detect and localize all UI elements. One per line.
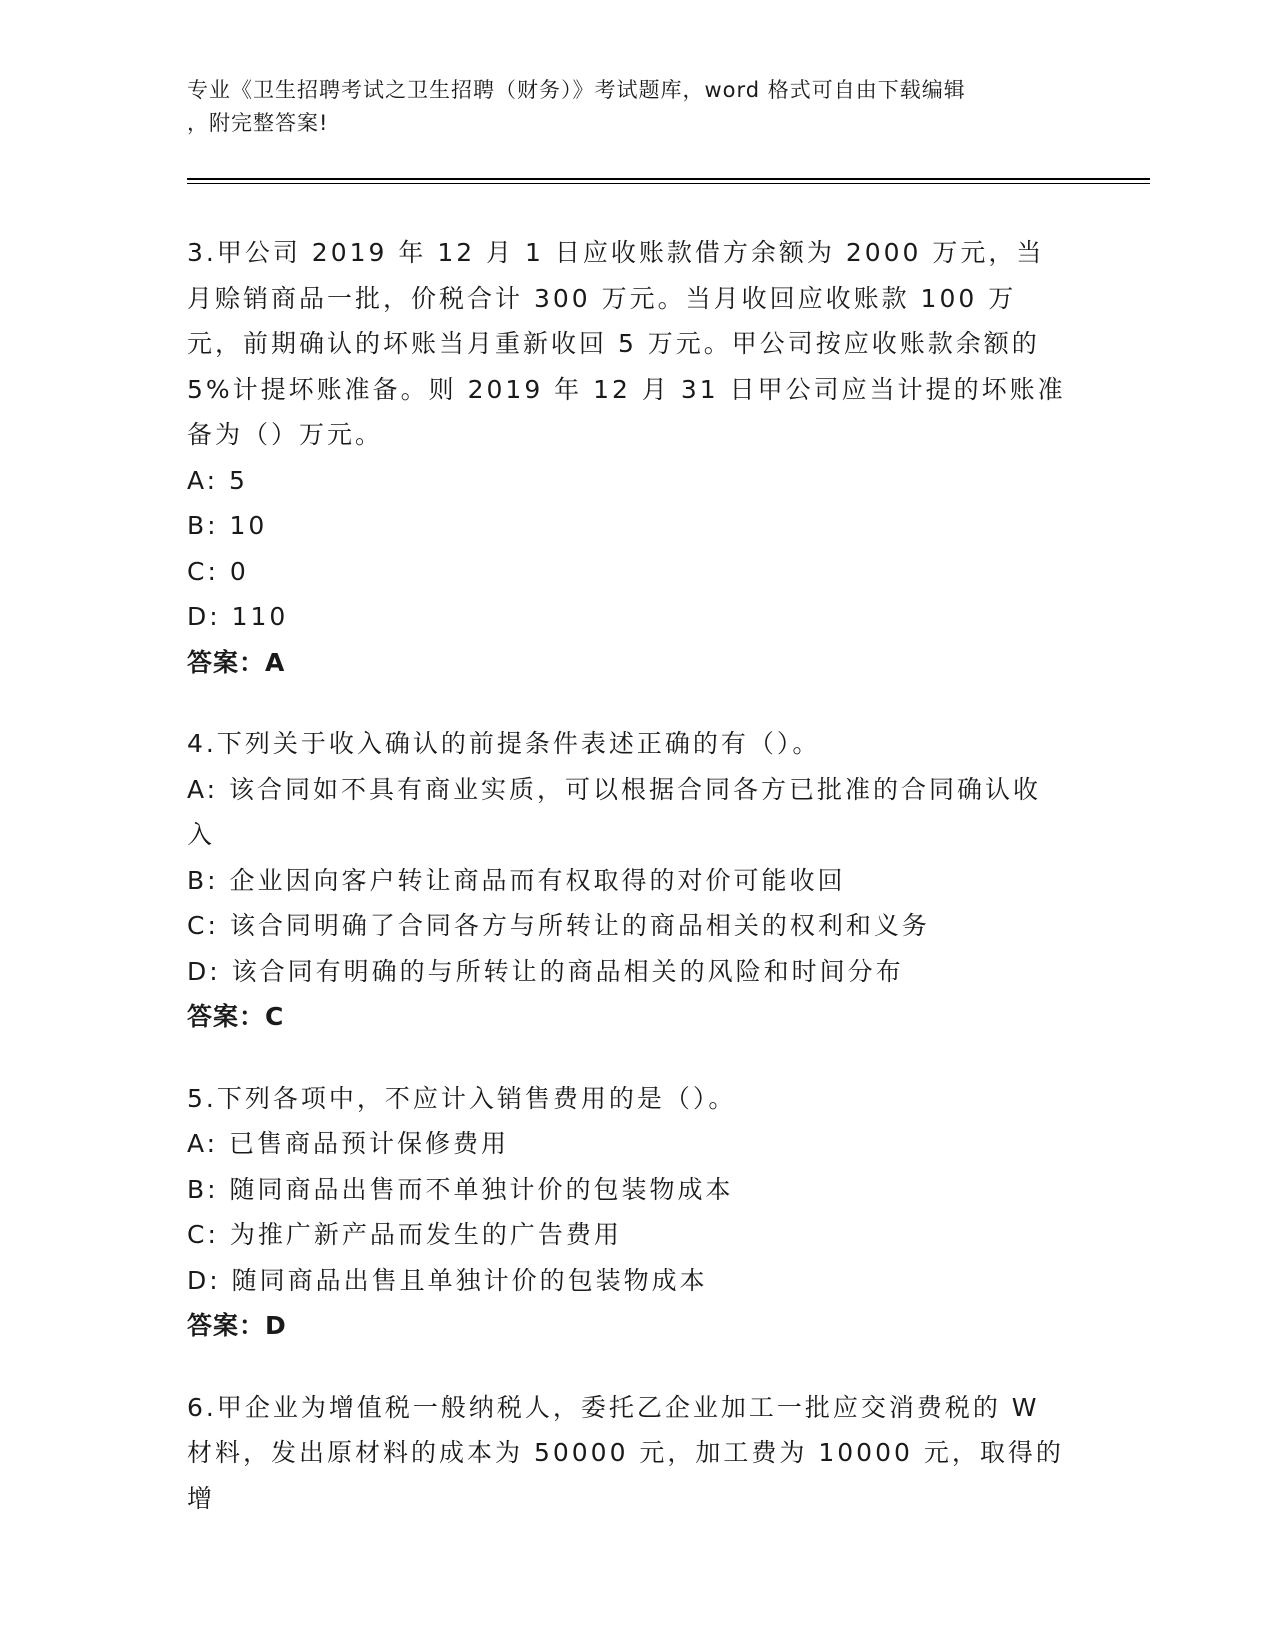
header-divider-thick [187,178,1150,180]
header-title [187,74,1067,140]
answer: 答案：D [187,1311,287,1340]
question-stem: 6.甲企业为增值税一般纳税人，委托乙企业加工一批应交消费税的 W 材料，发出原材料的成本为 50000 元，加工费为 10000 元，取得的增 [187,1392,1064,1513]
question-list [187,230,1087,1557]
option-a: A: 该合同如不具有商业实质，可以根据合同各方已批准的合同确认收入 [187,774,1042,849]
option-c: C: 为推广新产品而发生的广告费用 [187,1220,622,1249]
question-3 [187,230,1087,685]
option-b: B: 随同商品出售而不单独计价的包装物成本 [187,1174,734,1204]
question-5 [187,1076,1087,1349]
option-b: B: 企业因向客户转让商品而有权取得的对价可能收回 [187,865,846,895]
question-4 [187,721,1087,1040]
question-stem: 3.甲公司 2019 年 12 月 1 日应收账款借方余额为 2000 万元，当月赊销商品一批，价税合计 300 万元。当月收回应收账款 100 万元，前期确认的坏账当月重新收回 5 万元。甲公司按应收账款余额的 5%计提坏账准备。则 2019 年 12 月 31 日甲公司应当计提的坏账准备为（）万元。 [187,238,1066,449]
document-header [187,74,1150,140]
header-line-1: 专业《卫生招聘考试之卫生招聘（财务）》考试题库，word 格式可自由下载编辑 [187,78,966,102]
option-b: B: 10 [187,511,268,540]
header-line-2: ，附完整答案! [187,111,329,135]
question-stem: 5.下列各项中，不应计入销售费用的是（）。 [187,1083,737,1113]
option-c: C: 0 [187,556,249,586]
question-6 [187,1385,1087,1522]
option-d: D: 该合同有明确的与所转让的商品相关的风险和时间分布 [187,956,904,986]
option-a: A: 已售商品预计保修费用 [187,1129,510,1158]
option-d: D: 随同商品出售且单独计价的包装物成本 [187,1265,708,1295]
option-a: A: 5 [187,465,248,495]
answer: 答案：A [187,647,286,677]
header-divider-thin [187,183,1150,184]
option-c: C: 该合同明确了合同各方与所转让的商品相关的权利和义务 [187,911,930,940]
option-d: D: 110 [187,602,289,631]
answer: 答案：C [187,1002,285,1031]
question-stem: 4.下列关于收入确认的前提条件表述正确的有（）。 [187,729,821,758]
